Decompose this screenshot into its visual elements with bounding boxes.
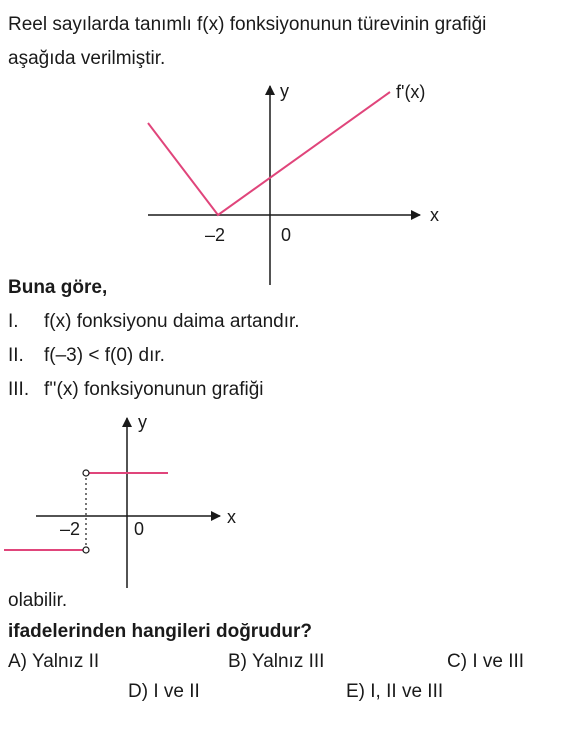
option-c-text: I ve III xyxy=(472,651,525,672)
graph1-x-label: x xyxy=(430,205,439,225)
option-d[interactable] xyxy=(128,681,200,703)
option-c-label: C) xyxy=(447,651,468,672)
lead-text: Buna göre, xyxy=(8,277,108,298)
option-a-label: A) xyxy=(8,651,27,672)
option-c[interactable] xyxy=(447,651,524,673)
option-e-label: E) xyxy=(346,681,365,702)
graph2-x-label: x xyxy=(227,507,236,527)
option-b-text: Yalnız III xyxy=(251,651,325,672)
graph1-curve-label: f'(x) xyxy=(396,82,426,102)
graph1-tick-neg2: –2 xyxy=(205,225,226,245)
statement-1-text: f(x) fonksiyonu daima artandır. xyxy=(44,311,300,332)
tail-text: olabilir. xyxy=(8,590,68,611)
graph1-y-label: y xyxy=(280,81,289,101)
graph2-tick-zero: 0 xyxy=(134,519,145,539)
graph2-y-label: y xyxy=(138,412,147,432)
intro-line-2: aşağıda verilmiştir. xyxy=(8,48,166,69)
graph2-open-point-upper xyxy=(83,470,89,476)
option-d-label: D) xyxy=(128,681,149,702)
graph2-tick-neg2: –2 xyxy=(60,519,81,539)
option-e[interactable] xyxy=(346,681,443,703)
statement-2-text: f(–3) < f(0) dır. xyxy=(44,345,165,366)
intro-line-1: Reel sayılarda tanımlı f(x) fonksiyonunun türevinin grafiği xyxy=(8,14,487,35)
option-a-text: Yalnız II xyxy=(31,651,100,672)
statement-2-num: II. xyxy=(8,345,24,366)
graph1-tick-zero: 0 xyxy=(281,225,292,245)
option-d-text: I ve II xyxy=(153,681,200,702)
option-b[interactable] xyxy=(228,651,324,673)
prompt-text: ifadelerinden hangileri doğrudur? xyxy=(8,621,313,642)
statement-3-num: III. xyxy=(8,379,30,400)
statement-3-text: f''(x) fonksiyonunun grafiği xyxy=(44,379,264,400)
graph1-curve xyxy=(148,92,390,215)
statement-1-num: I. xyxy=(8,311,19,332)
option-e-text: I, II ve III xyxy=(370,681,444,702)
option-b-label: B) xyxy=(228,651,247,672)
graph2-open-point-lower xyxy=(83,547,89,553)
option-a[interactable] xyxy=(8,651,99,673)
